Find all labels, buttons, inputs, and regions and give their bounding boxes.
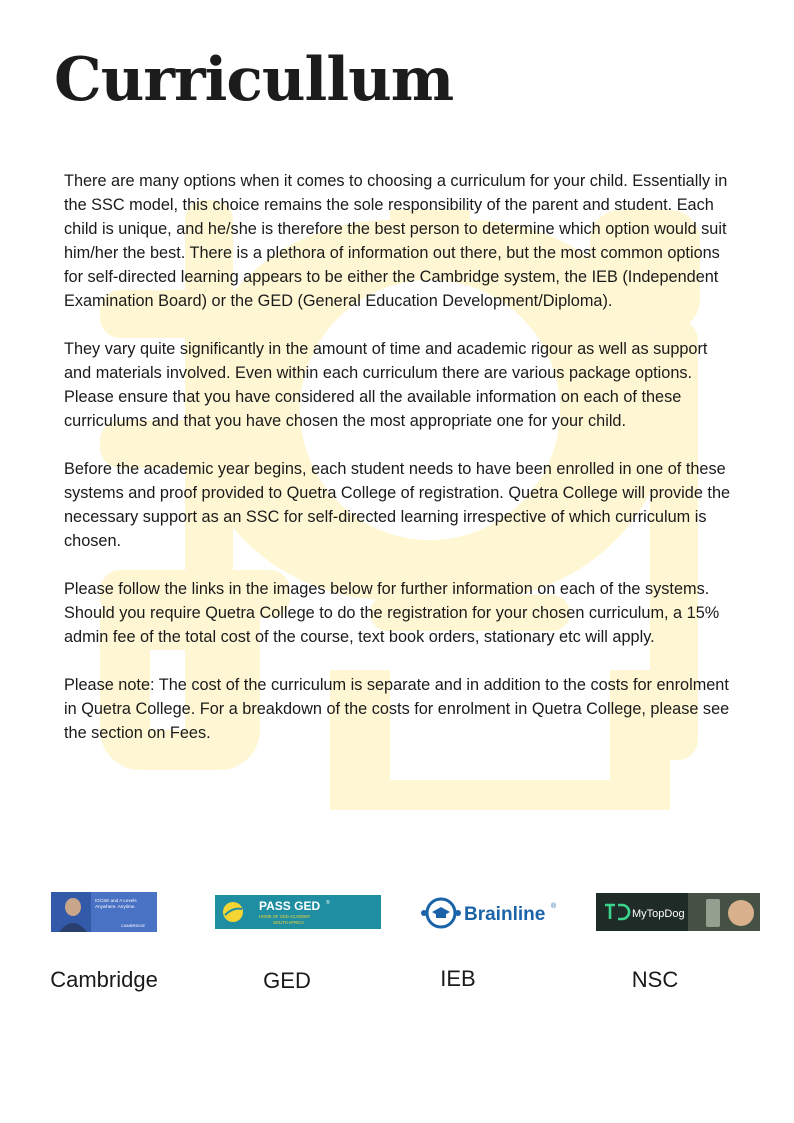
intro-body: [64, 169, 732, 769]
cambridge-logo-brand: CAMBRIDGE: [121, 923, 146, 928]
ged-logo-link[interactable]: [215, 895, 381, 929]
brainline-logo-registered: ®: [551, 903, 557, 910]
paragraph-note: Please note: The cost of the curriculum is separate and in addition to the costs for enrolment in Quetra College. For a breakdown of the costs for enrolment in Quetra College, please see the section on Fees.: [64, 676, 730, 742]
paragraph-intro: There are many options when it comes to choosing a curriculum for your child. Essentially in the SSC model, this choice remains the sole responsibility of the parent and student. Each child is unique, and he/she is therefore the best person to determine which option would suit him/her the best. There is a plethora of information out there, but the most common options for self-directed learning appears to be either the Cambridge system, the IEB (Independent Examination Board) or the GED (General Education Development/Diploma).: [64, 172, 728, 310]
paragraph-links: Please follow the links in the images below for further information on each of the systems. Should you require Quetra College to do the registration for your chosen curriculum, a 15% admin fee of the total cost of the course, text book orders, stationary etc will apply.: [64, 580, 720, 646]
child-face-icon: [728, 900, 754, 926]
student-face-icon: [65, 898, 81, 916]
cambridge-logo-slogan: Anywhere. Anytime.: [95, 904, 136, 909]
paragraph-variation: They vary quite significantly in the amount of time and academic rigour as well as support and materials involved. Even within each curriculum there are various package options. Please ensure that you have considered all the available information on each of these curriculums and that you have chosen the most appropriate one for your child.: [64, 340, 708, 430]
caption-ged: GED: [263, 968, 311, 993]
brainline-logo-wordmark: Brainline: [464, 904, 546, 925]
brainline-mark-icon: [421, 899, 461, 927]
page-title: Curricullum: [54, 45, 454, 115]
caption-ieb: IEB: [440, 966, 476, 991]
ged-sun-icon: [223, 902, 243, 922]
paragraph-enrolment: Before the academic year begins, each student needs to have been enrolled in one of these systems and proof provided to Quetra College of registration. Quetra College will provide the necessary support as an SSC for self-directed learning irrespective of which curriculum is chosen.: [64, 460, 731, 550]
caption-nsc: NSC: [631, 967, 679, 992]
ged-logo-registered: ®: [326, 900, 330, 906]
cambridge-logo-link[interactable]: [51, 892, 157, 932]
mytopdog-logo-link[interactable]: [596, 893, 760, 931]
glass-icon: [706, 899, 720, 927]
ged-logo-title: PASS GED: [259, 899, 321, 913]
ged-logo-region: SOUTH AFRICA: [273, 920, 304, 925]
mytopdog-logo-wordmark: MyTopDog: [632, 908, 685, 920]
caption-cambridge: Cambridge: [50, 967, 158, 992]
brainline-logo-link[interactable]: [414, 894, 560, 932]
cambridge-logo-tagline: IGCSE and A Levels: [95, 898, 137, 903]
ged-logo-subtitle: HOME OF GED ACADEMY: [259, 914, 311, 919]
